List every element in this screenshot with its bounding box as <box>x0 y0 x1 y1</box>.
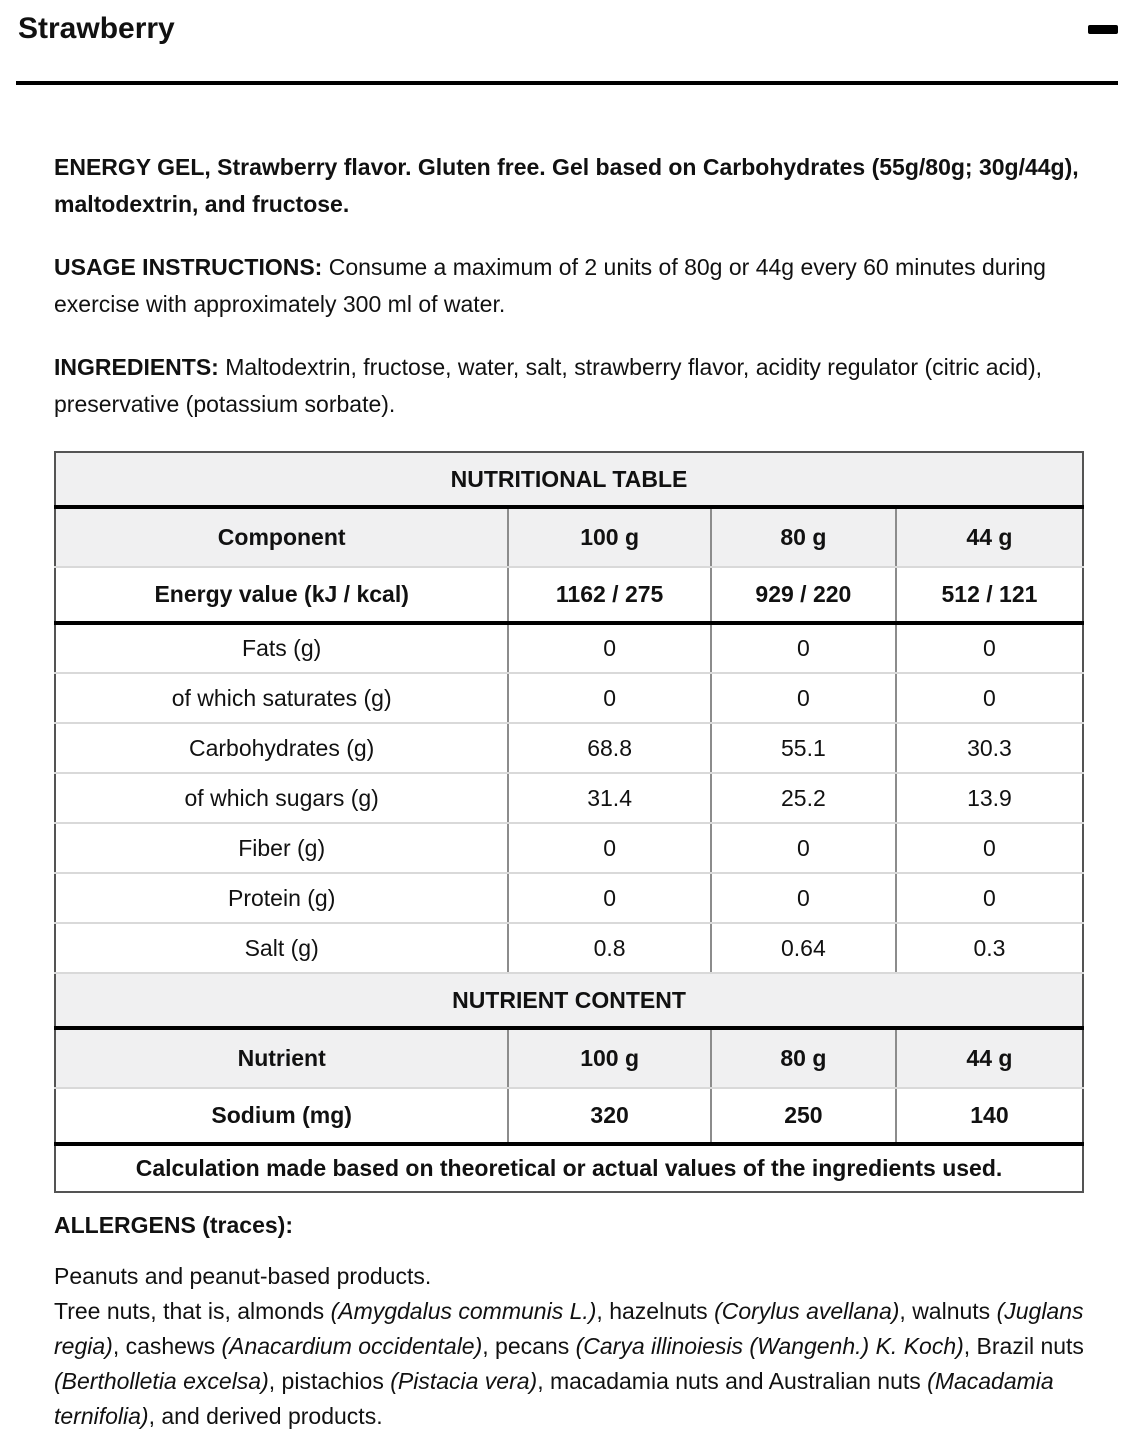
table-row <box>55 823 1083 873</box>
component-cell: Protein (g) <box>55 873 508 923</box>
table-row <box>55 773 1083 823</box>
allergens-heading: ALLERGENS (traces): <box>54 1212 293 1238</box>
column-header: 44 g <box>896 1028 1083 1088</box>
value-cell: 0 <box>508 823 711 873</box>
table-row <box>55 873 1083 923</box>
component-cell: Carbohydrates (g) <box>55 723 508 773</box>
accordion-header <box>0 0 1146 46</box>
value-cell: 55.1 <box>711 723 896 773</box>
value-cell: 320 <box>508 1088 711 1144</box>
component-cell: Fiber (g) <box>55 823 508 873</box>
value-cell: 0 <box>508 623 711 673</box>
value-cell: 0 <box>711 623 896 673</box>
component-cell: of which saturates (g) <box>55 673 508 723</box>
component-cell: Sodium (mg) <box>55 1088 508 1144</box>
table-row <box>55 723 1083 773</box>
product-description: ENERGY GEL, Strawberry flavor. Gluten free. Gel based on Carbohydrates (55g/80g; 30g/44g), maltodextrin, and fructose. <box>54 154 1079 217</box>
table-footnote: Calculation made based on theoretical or actual values of the ingredients used. <box>135 1155 1003 1181</box>
table-header-row <box>55 1028 1083 1088</box>
component-cell: Salt (g) <box>55 923 508 973</box>
value-cell: 1162 / 275 <box>508 567 711 623</box>
table-row <box>55 673 1083 723</box>
table-section-title-row <box>55 452 1083 507</box>
table-row <box>55 923 1083 973</box>
page-title: Strawberry <box>18 12 175 45</box>
column-header: Component <box>55 507 508 567</box>
value-cell: 929 / 220 <box>711 567 896 623</box>
column-header: 80 g <box>711 1028 896 1088</box>
allergens-line-peanuts: Peanuts and peanut-based products. <box>54 1263 432 1289</box>
component-cell: of which sugars (g) <box>55 773 508 823</box>
component-cell: Fats (g) <box>55 623 508 673</box>
value-cell: 0.64 <box>711 923 896 973</box>
column-header: 100 g <box>508 1028 711 1088</box>
ingredients-label: INGREDIENTS: <box>54 354 219 380</box>
table-section-title: NUTRITIONAL TABLE <box>55 452 1083 507</box>
value-cell: 0 <box>508 873 711 923</box>
value-cell: 0 <box>896 673 1083 723</box>
value-cell: 250 <box>711 1088 896 1144</box>
section-content <box>0 85 1146 1434</box>
value-cell: 0.8 <box>508 923 711 973</box>
value-cell: 31.4 <box>508 773 711 823</box>
usage-instructions-label: USAGE INSTRUCTIONS: <box>54 254 323 280</box>
value-cell: 0 <box>711 873 896 923</box>
table-header-row <box>55 507 1083 567</box>
value-cell: 0.3 <box>896 923 1083 973</box>
table-row <box>55 1088 1083 1144</box>
usage-instructions-text: Consume a maximum of 2 units of 80g or 44g every 60 minutes during exercise with approximately 300 ml of water. <box>54 254 1046 317</box>
value-cell: 0 <box>508 673 711 723</box>
column-header: 44 g <box>896 507 1083 567</box>
value-cell: 30.3 <box>896 723 1083 773</box>
ingredients <box>54 349 1084 423</box>
table-section-title-row <box>55 973 1083 1028</box>
usage-instructions <box>54 249 1084 323</box>
value-cell: 0 <box>711 823 896 873</box>
allergens-paragraph: Tree nuts, that is, almonds (Amygdalus communis L.), hazelnuts (Corylus avellana), walnuts (Juglans regia), cashews (Anacardium occidentale), pecans (Carya illinoiesis (Wangenh.) K. Koch), Brazil nuts (Bertholletia excelsa), pistachios (Pistacia vera), macadamia nuts and Australian nuts (Macadamia ternifolia), and derived products. <box>54 1298 1084 1429</box>
table-row <box>55 567 1083 623</box>
table-row <box>55 623 1083 673</box>
table-footnote-row <box>55 1144 1083 1192</box>
value-cell: 13.9 <box>896 773 1083 823</box>
value-cell: 512 / 121 <box>896 567 1083 623</box>
ingredients-text: Maltodextrin, fructose, water, salt, strawberry flavor, acidity regulator (citric acid), preservative (potassium sorbate). <box>54 354 1043 417</box>
column-header: 80 g <box>711 507 896 567</box>
value-cell: 0 <box>896 873 1083 923</box>
column-header: Nutrient <box>55 1028 508 1088</box>
column-header: 100 g <box>508 507 711 567</box>
minus-icon[interactable] <box>1088 25 1118 34</box>
value-cell: 0 <box>896 823 1083 873</box>
value-cell: 140 <box>896 1088 1083 1144</box>
value-cell: 0 <box>711 673 896 723</box>
value-cell: 0 <box>896 623 1083 673</box>
table-section-title: NUTRIENT CONTENT <box>55 973 1083 1028</box>
value-cell: 68.8 <box>508 723 711 773</box>
component-cell: Energy value (kJ / kcal) <box>55 567 508 623</box>
allergens-text <box>54 1259 1084 1434</box>
value-cell: 25.2 <box>711 773 896 823</box>
nutritional-table <box>54 451 1084 1193</box>
